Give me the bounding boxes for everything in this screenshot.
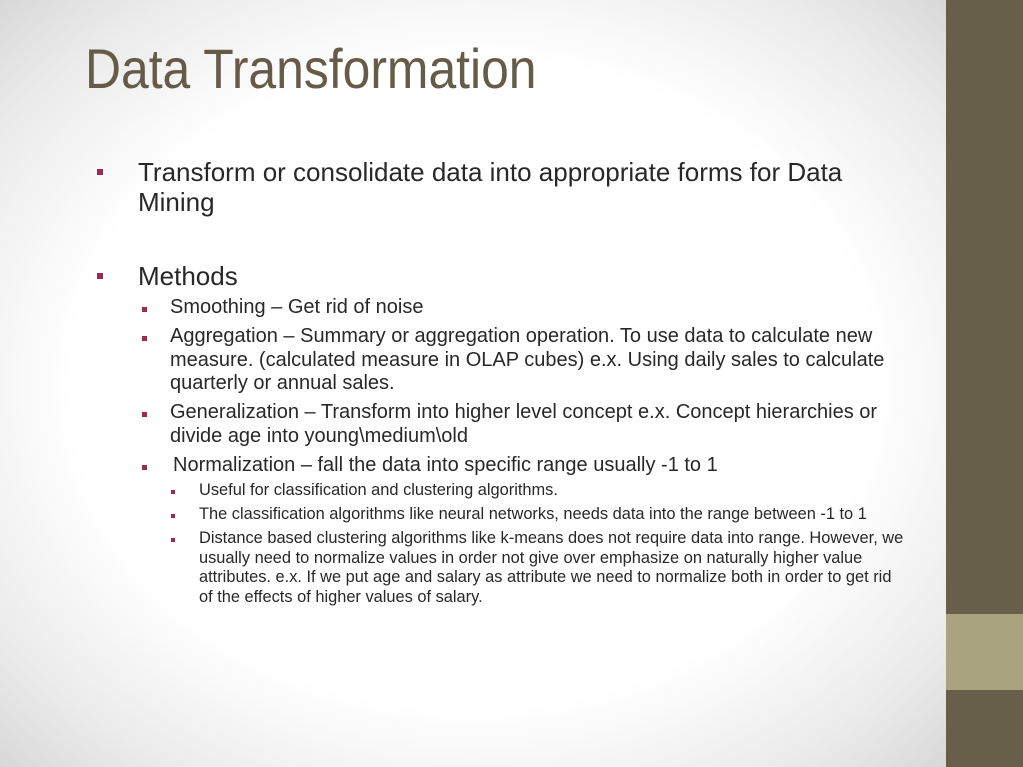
- square-bullet-icon: [142, 465, 147, 470]
- square-bullet-icon: [171, 514, 175, 518]
- bullet-text-line: Smoothing – Get rid of noise: [170, 296, 424, 318]
- bullet-text-line: measure. (calculated measure in OLAP cubes) e.x. Using daily sales to calculate: [170, 348, 885, 371]
- bullet-text-line: Generalization – Transform into higher level concept e.x. Concept hierarchies or: [170, 401, 878, 423]
- bullet-text-line: Normalization – fall the data into specific range usually -1 to 1: [173, 454, 718, 476]
- bullet-text-line: usually need to normalize values in order not give over emphasize on naturally higher value: [199, 548, 863, 567]
- bullet-text-line: The classification algorithms like neural networks, needs data into the range between -1 to 1: [199, 505, 867, 523]
- bullet-item-classification: [199, 505, 867, 525]
- bullet-text-line: of the effects of higher values of salary.: [199, 587, 483, 606]
- square-bullet-icon: [142, 336, 147, 341]
- bullet-text-line: Distance based clustering algorithms like k-means does not require data into range. However, we: [199, 529, 904, 547]
- bullet-item-transform: [138, 157, 842, 217]
- right-sidebar-bar: [946, 0, 1023, 767]
- bullet-item-distance-based: [199, 529, 903, 607]
- bullet-item-useful: [199, 481, 558, 501]
- square-bullet-icon: [97, 169, 103, 175]
- square-bullet-icon: [142, 307, 147, 312]
- square-bullet-icon: [171, 490, 175, 494]
- bullet-item-methods: [138, 261, 238, 291]
- bullet-item-smoothing: [170, 296, 423, 320]
- bullet-item-normalization: [173, 454, 718, 478]
- bullet-text-line: Aggregation – Summary or aggregation operation. To use data to calculate new: [170, 325, 873, 347]
- square-bullet-icon: [142, 412, 147, 417]
- bullet-item-aggregation: [170, 325, 884, 396]
- bullet-text-line: Methods: [138, 261, 238, 291]
- square-bullet-icon: [171, 538, 175, 542]
- bullet-text-line: Mining: [138, 187, 215, 217]
- bullet-text-line: Transform or consolidate data into appropriate forms for Data: [138, 157, 843, 187]
- slide-title: Data Transformation: [85, 37, 537, 100]
- sidebar-accent-band: [946, 614, 1023, 690]
- bullet-text-line: quarterly or annual sales.: [170, 372, 395, 395]
- bullet-item-generalization: [170, 401, 877, 448]
- bullet-text-line: Useful for classification and clustering algorithms.: [199, 481, 558, 499]
- bullet-text-line: attributes. e.x. If we put age and salary as attribute we need to normalize both in order to get rid: [199, 568, 892, 587]
- bullet-text-line: divide age into young\medium\old: [170, 424, 468, 447]
- square-bullet-icon: [97, 273, 103, 279]
